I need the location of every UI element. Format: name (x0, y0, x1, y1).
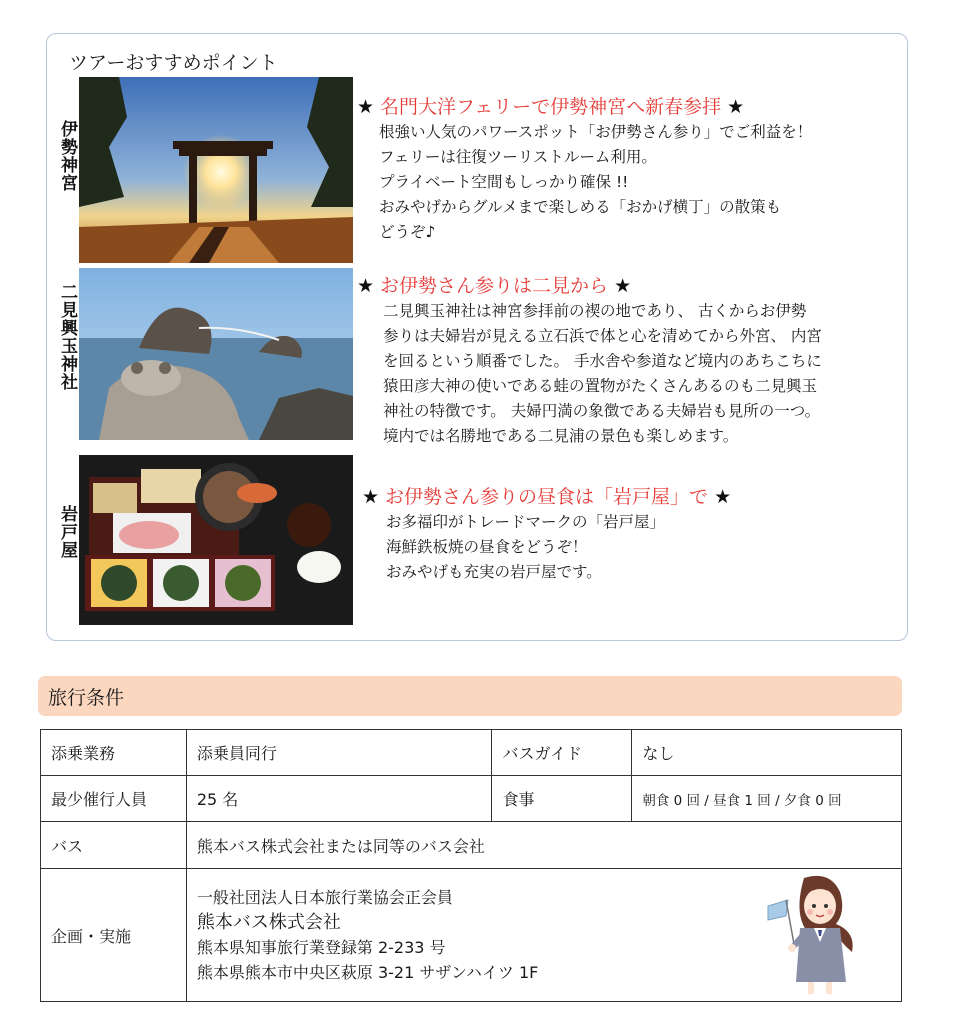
photo-futami-frog-rocks (79, 268, 353, 440)
meal-value: 朝食 0 回 / 昼食 1 回 / 夕食 0 回 (632, 776, 902, 822)
bus-value: 熊本バス株式会社または同等のバス会社 (186, 822, 901, 869)
description-line: 二見興玉神社は神宮参拝前の禊の地であり、 古くからお伊勢 (383, 302, 807, 320)
description-line: おみやげからグルメまで楽しめる「おかげ横丁」の散策も (379, 198, 782, 216)
description-line: 参りは夫婦岩が見える立石浜で体と心を清めてから外宮、 内宮 (383, 327, 822, 345)
description-line: プライベート空間もしっかり確保 !! (379, 173, 629, 191)
spot-ise (357, 92, 812, 245)
description-line: 境内では名勝地である二見浦の景色も楽しめます。 (383, 427, 739, 445)
organizer-company: 熊本バス株式会社 (196, 912, 341, 933)
conditions-title: 旅行条件 (48, 687, 125, 709)
spot-iwatoya-title: お伊勢さん参りの昼食は「岩戸屋」で (385, 486, 709, 508)
organizer-line: 一般社団法人日本旅行業協会正会員 (196, 888, 453, 907)
spot-iwatoya (362, 482, 731, 585)
escort-label: 添乗業務 (41, 730, 187, 776)
escort-value: 添乗員同行 (186, 730, 492, 776)
spot-futami-heading (357, 271, 822, 298)
star-icon: ★ (614, 275, 632, 297)
organizer-line: 熊本県知事旅行業登録第 2-233 号 (196, 938, 446, 957)
description-line: 海鮮鉄板焼の昼食をどうぞ！ (386, 538, 588, 556)
spot-futami-title: お伊勢さん参りは二見から (380, 275, 609, 297)
table-row (41, 730, 902, 776)
min-people-value: 25 名 (186, 776, 492, 822)
bus-label: バス (41, 822, 187, 869)
guide-label: バスガイド (492, 730, 632, 776)
table-row (41, 822, 902, 869)
star-icon: ★ (727, 96, 745, 118)
spot-label-iwatoya: 岩戸屋 (57, 505, 77, 559)
description-line: 神社の特徴です。 夫婦円満の象徴である夫婦岩も見所の一つ。 (383, 402, 821, 420)
min-people-label: 最少催行人員 (41, 776, 187, 822)
table-row (41, 776, 902, 822)
spot-label-ise: 伊勢神宮 (57, 120, 77, 192)
spot-ise-heading (357, 92, 812, 119)
guide-girl-illustration (760, 872, 860, 997)
spot-futami-description (383, 299, 822, 449)
spot-ise-description (379, 120, 812, 245)
photo-ise-torii (79, 77, 353, 263)
guide-value: なし (632, 730, 902, 776)
organizer-address: 熊本県熊本市中央区萩原 3-21 サザンハイツ 1F (196, 963, 539, 982)
conditions-header (38, 676, 902, 716)
star-icon: ★ (362, 486, 380, 508)
star-icon: ★ (357, 275, 375, 297)
spot-ise-title: 名門大洋フェリーで伊勢神宮へ新春参拝 (380, 96, 722, 118)
spot-label-futami: 二見興玉神社 (57, 283, 77, 391)
description-line: お多福印がトレードマークの「岩戸屋」 (386, 513, 666, 531)
description-line: を回るという順番でした。 手水舎や参道など境内のあちこちに (383, 352, 822, 370)
organizer-label: 企画・実施 (41, 869, 187, 1002)
meal-label: 食事 (492, 776, 632, 822)
spot-iwatoya-heading (362, 482, 731, 509)
spot-iwatoya-description (386, 510, 731, 585)
description-line: 猿田彦大神の使いである蛙の置物がたくさんあるのも二見興玉 (383, 377, 818, 395)
photo-iwatoya-lunch (79, 455, 353, 625)
description-line: 根強い人気のパワースポット「お伊勢さん参り」でご利益を！ (379, 123, 813, 141)
spot-futami (357, 271, 822, 449)
panel-title: ツアーおすすめポイント (69, 52, 278, 74)
star-icon: ★ (357, 96, 375, 118)
description-line: おみやげも充実の岩戸屋です。 (386, 563, 602, 581)
star-icon: ★ (714, 486, 732, 508)
description-line: フェリーは往復ツーリストルーム利用。 (379, 148, 657, 166)
description-line: どうぞ♪ (379, 223, 436, 241)
